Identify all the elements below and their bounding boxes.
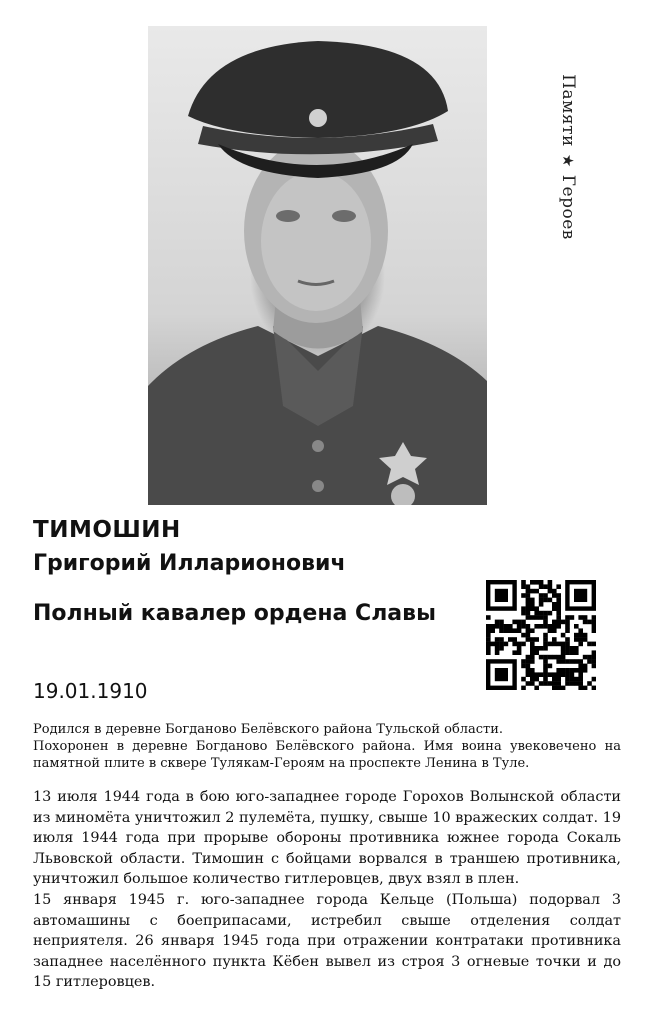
hero-portrait — [148, 26, 487, 505]
bio-birthplace: Родился в деревне Богданово Белёвского района Тульской области. — [33, 722, 504, 737]
qr-code-image — [486, 580, 596, 690]
deeds-paragraph-1944: 13 июля 1944 года в бою юго-западнее городе Горохов Волынской области из миномёта уничтожил 2 пулемёта, пушку, свыше 10 вражеских солдат. 19 июля 1944 года при прорыве обороны противника южнее города Сокаль Львовской области. Тимошин с бойцами ворвался в траншею противника, уничтожил большое количество гитлеровцев, двух взял в плен. — [33, 789, 621, 888]
hero-surname: ТИМОШИН — [33, 517, 181, 543]
bio-burial: Похоронен в деревне Богданово Белёвского района. Имя воина увековечено на памятной плите в сквере Тулякам-Героям на проспекте Ленина в Туле. — [33, 739, 621, 771]
hero-award: Полный кавалер ордена Славы — [33, 601, 436, 626]
combat-deeds — [33, 787, 621, 993]
memorial-label-text — [558, 74, 578, 240]
qr-code[interactable] — [486, 580, 596, 690]
birth-date: 19.01.1910 — [33, 679, 148, 703]
hero-given-names: Григорий Илларионович — [33, 551, 346, 576]
memorial-label — [553, 62, 583, 252]
biography — [33, 721, 621, 772]
memorial-label-left: Памяти — [558, 74, 578, 147]
star-icon: ★ — [559, 153, 577, 168]
memorial-label-right: Героев — [558, 174, 578, 240]
portrait-drawing — [148, 26, 487, 505]
deeds-paragraph-1945: 15 января 1945 г. юго-западнее города Кельце (Польша) подорвал 3 автомашины с боеприпасами, истребил свыше отделения солдат неприятеля. 26 января 1945 года при отражении контратаки противника западнее населённого пункта Кёбен вывел из строя 3 огневые точки и до 15 гитлеровцев. — [33, 891, 621, 991]
